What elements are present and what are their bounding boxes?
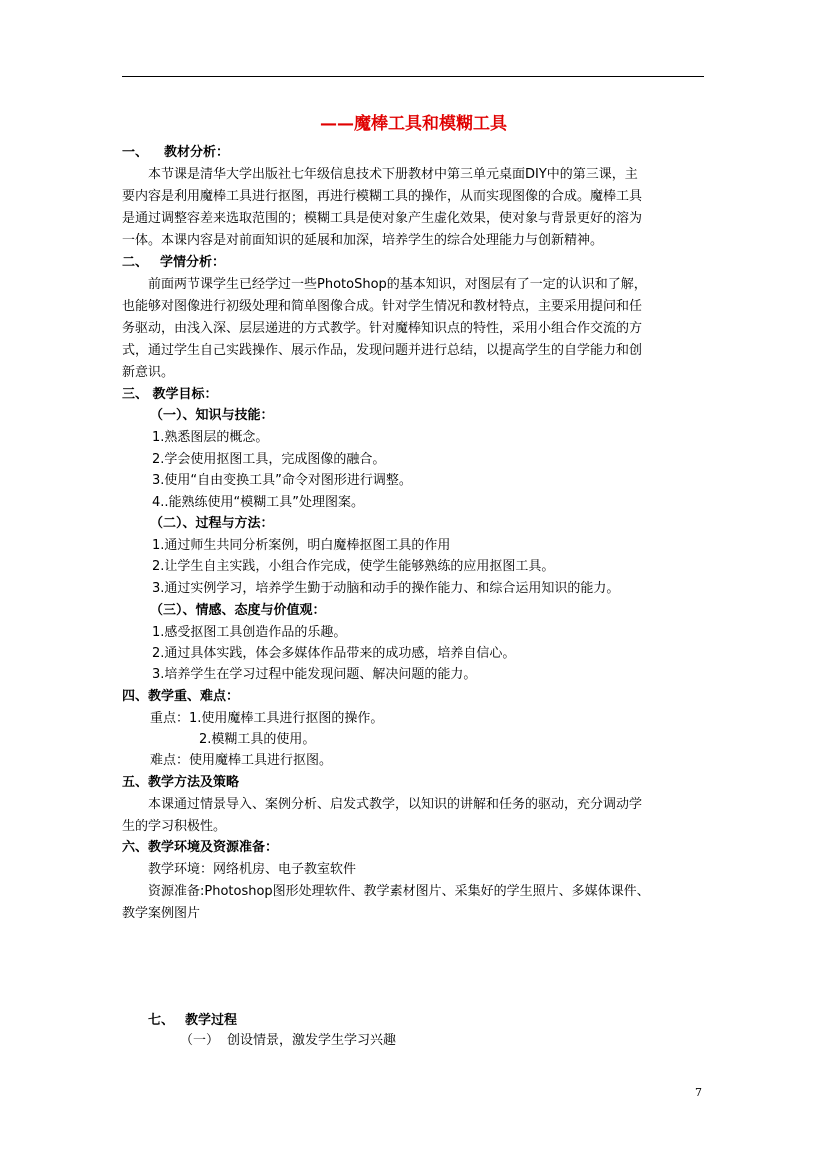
section-3-sub-3-heading: （三）、情感、态度与价值观： [150, 603, 326, 618]
section-3-sub-2-heading: （二）、过程与方法： [150, 516, 274, 531]
section-7-title: 教学过程 [185, 1013, 238, 1028]
section-3-sub-2-item-1: 1.通过师生共同分析案例，明白魔棒抠图工具的作用 [152, 538, 451, 553]
section-3-sub-2-item-3: 3.通过实例学习，培养学生勤于动脑和动手的操作能力、和综合运用知识的能力。 [152, 581, 620, 596]
section-2-number: 二、 [122, 255, 149, 270]
section-6-resources-line-2: 教学案例图片 [122, 906, 201, 921]
section-1-line-1: 本节课是清华大学出版社七年级信息技术下册教材中第三单元桌面DIY中的第三课，主 [148, 167, 638, 182]
section-1-line-2: 要内容是利用魔棒工具进行抠图，再进行模糊工具的操作，从而实现图像的合成。魔棒工具 [122, 189, 643, 204]
section-2-line-4: 式，通过学生自己实践操作、展示作品，发现问题并进行总结，以提高学生的自学能力和创 [122, 343, 643, 358]
section-3-sub-2-item-2: 2.让学生自主实践，小组合作完成，使学生能够熟练的应用抠图工具。 [152, 559, 555, 574]
section-1-number: 一、 [122, 145, 149, 160]
section-1-title: 教材分析： [164, 145, 230, 160]
page-number: 7 [695, 1086, 702, 1099]
section-5-heading: 五、教学方法及策略 [122, 775, 240, 790]
section-6-environment: 教学环境：网络机房、电子教室软件 [148, 862, 357, 877]
section-5-line-2: 生的学习积极性。 [122, 819, 227, 834]
section-6-resources-line-1: 资源准备:Photoshop图形处理软件、教学素材图片、采集好的学生照片、多媒体课件、 [148, 884, 650, 899]
section-1-line-3: 是通过调整容差来选取范围的；模糊工具是使对象产生虚化效果，使对象与背景更好的溶为 [122, 211, 643, 226]
section-7-sub-title: 创设情景，激发学生学习兴趣 [227, 1033, 397, 1048]
key-point-1: 1.使用魔棒工具进行抠图的操作。 [189, 711, 384, 726]
section-7-sub-number: （一） [180, 1033, 220, 1048]
section-7-number: 七、 [148, 1013, 175, 1028]
document-title: ——魔棒工具和模糊工具 [320, 114, 507, 134]
section-6-heading: 六、教学环境及资源准备： [122, 840, 279, 855]
section-4-difficulty: 难点：使用魔棒工具进行抠图。 [150, 753, 333, 768]
section-2-title: 学情分析： [160, 255, 226, 270]
section-1-line-4: 一体。本课内容是对前面知识的延展和加深，培养学生的综合处理能力与创新精神。 [122, 233, 604, 248]
section-3-sub-1-item-4: 4..能熟练使用“模糊工具”处理图案。 [152, 495, 365, 510]
header-rule [122, 76, 704, 77]
section-2-line-5: 新意识。 [122, 365, 175, 380]
section-2-heading [122, 254, 225, 272]
section-7-subheading [180, 1032, 396, 1050]
key-point-2: 2.模糊工具的使用。 [199, 732, 316, 747]
section-3-sub-1-item-3: 3.使用“自由变换工具”命令对图形进行调整。 [152, 473, 412, 488]
section-2-line-3: 务驱动，由浅入深、层层递进的方式教学。针对魔棒知识点的特性，采用小组合作交流的方 [122, 321, 643, 336]
section-2-line-2: 也能够对图像进行初级处理和简单图像合成。针对学生情况和教材特点，主要采用提问和任 [122, 299, 643, 314]
section-7-heading [148, 1012, 237, 1030]
section-3-sub-3-item-2: 2.通过具体实践，体会多媒体作品带来的成功感，培养自信心。 [152, 646, 516, 661]
section-3-sub-1-heading: （一）、知识与技能： [150, 408, 274, 423]
section-4-heading: 四、教学重、难点： [122, 689, 240, 704]
section-1-heading [122, 144, 229, 162]
section-3-sub-3-item-3: 3.培养学生在学习过程中能发现问题、解决问题的能力。 [152, 667, 477, 682]
section-3-heading: 三、 教学目标： [122, 387, 218, 402]
section-4-key-line-1 [150, 710, 383, 728]
section-3-sub-1-item-2: 2.学会使用抠图工具，完成图像的融合。 [152, 452, 386, 467]
section-3-sub-3-item-1: 1.感受抠图工具创造作品的乐趣。 [152, 625, 347, 640]
key-points-label: 重点： [150, 711, 190, 726]
section-2-line-1: 前面两节课学生已经学过一些PhotoShop的基本知识，对图层有了一定的认识和了解， [148, 277, 647, 292]
section-5-line-1: 本课通过情景导入、案例分析、启发式教学，以知识的讲解和任务的驱动，充分调动学 [148, 797, 643, 812]
section-3-sub-1-item-1: 1.熟悉图层的概念。 [152, 430, 269, 445]
